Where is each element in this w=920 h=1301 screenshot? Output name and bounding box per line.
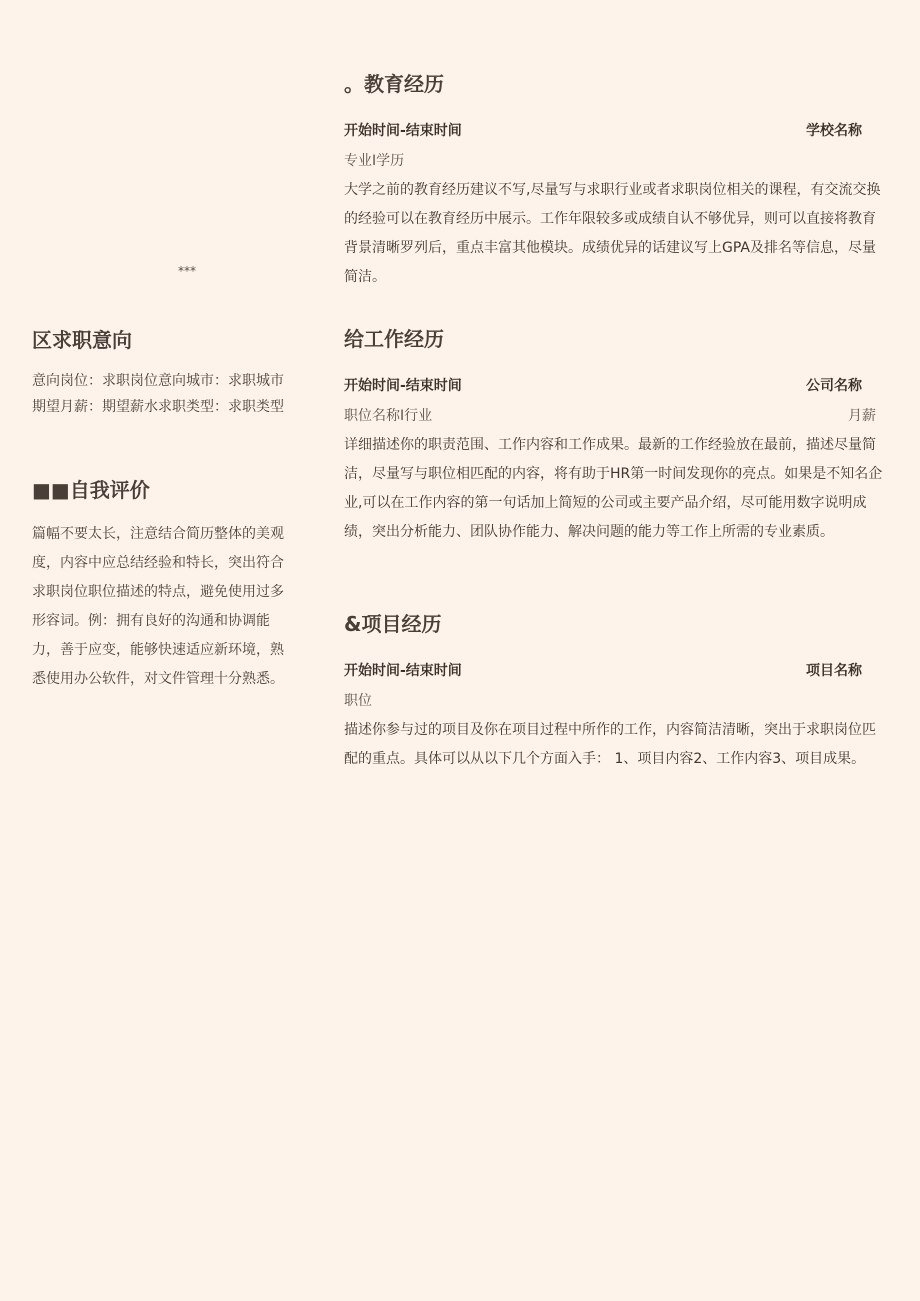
project-role: 职位 <box>344 693 372 709</box>
job-intent-section <box>32 326 284 420</box>
education-school: 学校名称 <box>806 123 862 139</box>
job-intent-body: 意向岗位：求职岗位意向城市：求职城市期望月薪：期望薪水求职类型：求职类型 <box>32 373 284 415</box>
decorative-stars: *** <box>178 264 196 278</box>
self-evaluation-body: 篇幅不要太长，注意结合简历整体的美观度，内容中应总结经验和特长，突出符合求职岗位职位描述的特点，避免使用过多形容词。例：拥有良好的沟通和协调能力，善于应变，能够快速适应新环境，熟悉使用办公软件，对文件管理十分熟悉。 <box>32 526 284 687</box>
work-position: 职位名称I行业 <box>344 408 433 424</box>
education-major: 专业I学历 <box>344 153 405 169</box>
project-description: 描述你参与过的项目及你在项目过程中所作的工作，内容简洁清晰，突出于求职岗位匹配的重点。具体可以从以下几个方面入手： 1、项目内容2、工作内容3、项目成果。 <box>344 722 876 767</box>
education-section <box>344 70 889 292</box>
project-name: 项目名称 <box>806 663 862 679</box>
project-sub-row <box>344 690 889 712</box>
work-salary: 月薪 <box>848 408 876 424</box>
job-intent-title: 区求职意向 <box>32 328 132 352</box>
work-description: 详细描述你的职责范围、工作内容和工作成果。最新的工作经验放在最前，描述尽量简洁，尽量写与职位相匹配的内容，将有助于HR第一时间发现你的亮点。如果是不知名企业,可以在工作内容的第一句话加上简短的公司或主要产品介绍，尽可能用数字说明成绩，突出分析能力、团队协作能力、解决问题的能力等工作上所需的专业素质。 <box>344 437 883 540</box>
project-section <box>344 610 889 774</box>
self-evaluation-title: ■■自我评价 <box>32 478 150 502</box>
work-sub-row <box>344 405 889 427</box>
work-title: 给工作经历 <box>344 327 444 351</box>
work-company: 公司名称 <box>806 378 862 394</box>
education-header-row <box>344 120 889 142</box>
education-description: 大学之前的教育经历建议不写,尽量写与求职行业或者求职岗位相关的课程，有交流交换的经验可以在教育经历中展示。工作年限较多或成绩自认不够优异，则可以直接将教育背景清晰罗列后，重点丰富其他模块。成绩优异的话建议写上GPA及排名等信息，尽量简洁。 <box>344 182 881 285</box>
self-evaluation-section <box>32 476 284 694</box>
education-sub-row <box>344 150 889 172</box>
project-title: &项目经历 <box>344 612 442 636</box>
project-time: 开始时间-结束时间 <box>344 663 462 679</box>
work-time: 开始时间-结束时间 <box>344 378 462 394</box>
work-header-row <box>344 375 889 397</box>
education-time: 开始时间-结束时间 <box>344 123 462 139</box>
project-header-row <box>344 660 889 682</box>
work-section <box>344 325 889 547</box>
education-title: 。教育经历 <box>344 72 444 96</box>
